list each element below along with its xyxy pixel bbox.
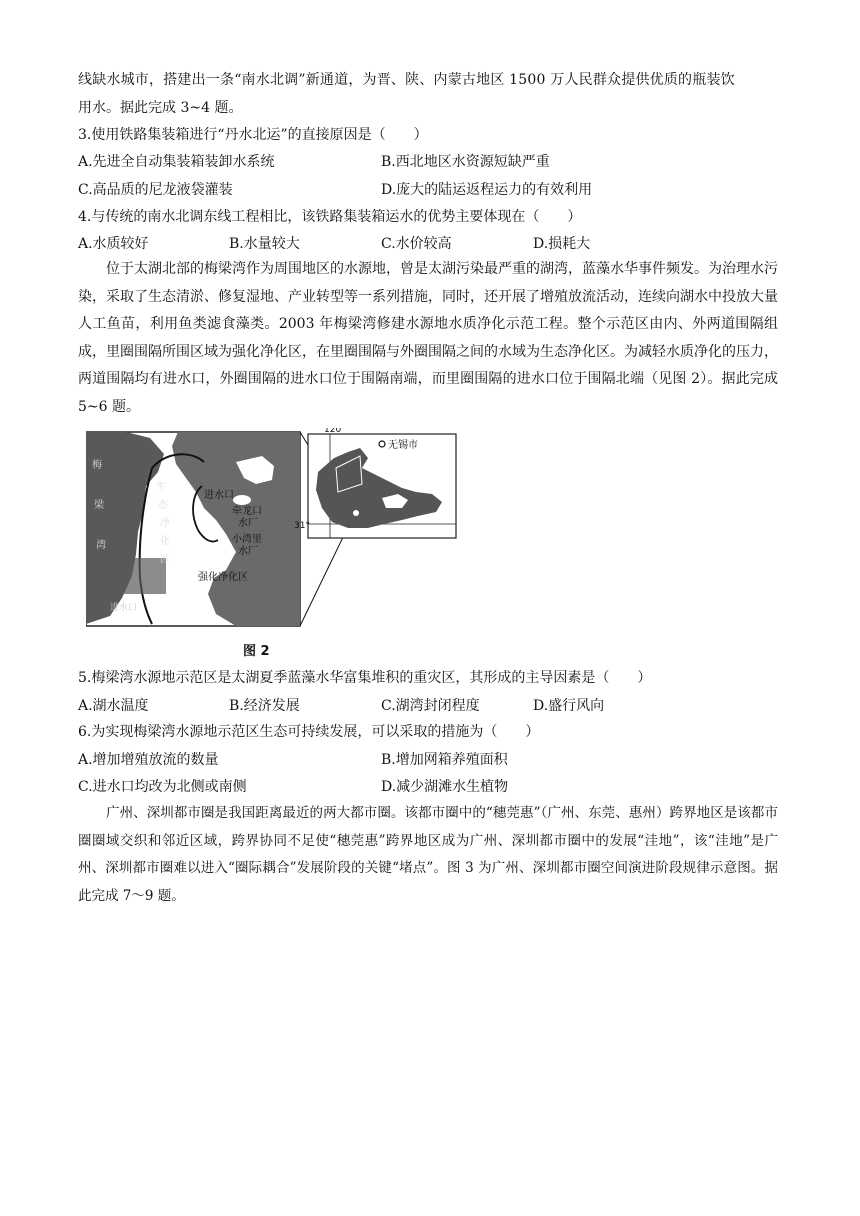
- q3-option-b: B.西北地区水资源短缺严重: [381, 154, 550, 170]
- label-eco-zone-5: 区: [160, 554, 170, 565]
- q6-option-d: D.减少湖滩水生植物: [381, 779, 509, 795]
- label-lon: 120°: [324, 428, 346, 435]
- label-inlet-south: 进水口: [110, 603, 138, 613]
- label-land-w2: 梁: [94, 500, 104, 511]
- label-eco-zone-1: 生: [156, 482, 166, 493]
- label-lat: 31°: [294, 521, 310, 531]
- label-strong-zone: 强化净化区: [198, 572, 248, 583]
- label-eco-zone-4: 化: [160, 536, 170, 547]
- figure-2-svg: [86, 428, 458, 628]
- figure-2-map: [86, 428, 458, 628]
- label-land-w1: 梅: [92, 460, 102, 471]
- q3-option-d: D.庞大的陆运返程运力的有效利用: [381, 182, 593, 198]
- q4-stem: 4.与传统的南水北调东线工程相比，该铁路集装箱运水的优势主要体现在（ ）: [78, 209, 582, 225]
- q3-option-c: C.高品质的尼龙液袋灌装: [78, 182, 233, 198]
- q4-option-d: D.损耗大: [533, 236, 591, 252]
- q5-option-d: D.盛行风向: [533, 698, 605, 714]
- label-inlet: 进水口: [204, 490, 234, 501]
- q5-option-a: A.湖水温度: [78, 698, 149, 714]
- passage-guangzhou-shenzhen: 广州、深圳都市圈是我国距离最近的两大都市圈。该都市圈中的“穗莞惠”（广州、东莞、惠州）跨界地区是该都市圈圈域交织和邻近区域，跨界协同不足使“穗莞惠”跨界地区成为广州、深圳都市圈中的发展“洼地”，该“洼地”是广州、深圳都市圈难以进入“圈际耦合”发展阶段的关键“堵点”。图 3 为广州、深圳都市圈空间演进阶段规律示意图。据此完成 7～9 题。: [78, 805, 778, 904]
- intro-line-1: 线缺水城市，搭建出一条“南水北调”新通道，为晋、陕、内蒙古地区 1500 万人民群众提供优质的瓶装饮: [78, 72, 735, 88]
- wuxi-city-marker: [379, 441, 385, 447]
- q4-option-b: B.水量较大: [229, 236, 300, 252]
- small-island: [353, 510, 359, 516]
- label-eco-zone-2: 态: [158, 500, 168, 511]
- label-plant1-l2: 水厂: [238, 518, 258, 529]
- label-plant1-l1: 牵龙口: [232, 506, 262, 517]
- label-eco-zone-3: 净: [160, 518, 170, 529]
- q5-stem: 5.梅梁湾水源地示范区是太湖夏季蓝藻水华富集堆积的重灾区，其形成的主导因素是（ ）: [78, 670, 652, 686]
- q6-option-c: C.进水口均改为北侧或南侧: [78, 779, 247, 795]
- label-land-w3: 湾: [96, 540, 106, 551]
- lake-islet: [233, 495, 251, 505]
- label-plant2-l2: 水厂: [238, 546, 258, 557]
- q5-option-c: C.湖湾封闭程度: [381, 698, 480, 714]
- intro-line-2: 用水。据此完成 3~4 题。: [78, 100, 243, 116]
- q6-option-b: B.增加网箱养殖面积: [381, 752, 508, 768]
- south-land-patch: [106, 558, 166, 594]
- q6-option-a: A.增加增殖放流的数量: [78, 752, 219, 768]
- figure-2-caption: 图 2: [243, 644, 270, 659]
- q3-option-a: A.先进全自动集装箱装卸水系统: [78, 154, 275, 170]
- label-plant2-l1: 小湾里: [232, 534, 262, 545]
- q3-stem: 3.使用铁路集装箱进行“丹水北运”的直接原因是（ ）: [78, 127, 428, 143]
- q4-option-a: A.水质较好: [78, 236, 149, 252]
- q5-option-b: B.经济发展: [229, 698, 300, 714]
- passage-meiliang-bay: 位于太湖北部的梅梁湾作为周围地区的水源地，曾是太湖污染最严重的湖湾，蓝藻水华事件频发。为治理水污染，采取了生态清淤、修复湿地、产业转型等一系列措施，同时，还开展了增殖放流活动，连续向湖水中投放大量人工鱼苗，利用鱼类滤食藻类。2003 年梅梁湾修建水源地水质净化示范工程。整个示范区由内、外两道围隔组成，里圈围隔所围区域为强化净化区，在里圈围隔与外圈围隔之间的水域为生态净化区。为减轻水质净化的压力，两道围隔均有进水口，外圈围隔的进水口位于围隔南端，而里圈围隔的进水口位于围隔北端（见图 2）。据此完成 5~6 题。: [78, 261, 778, 415]
- label-wuxi: 无锡市: [388, 440, 418, 451]
- q4-option-c: C.水价较高: [381, 236, 452, 252]
- q6-stem: 6.为实现梅梁湾水源地示范区生态可持续发展，可以采取的措施为（ ）: [78, 724, 540, 740]
